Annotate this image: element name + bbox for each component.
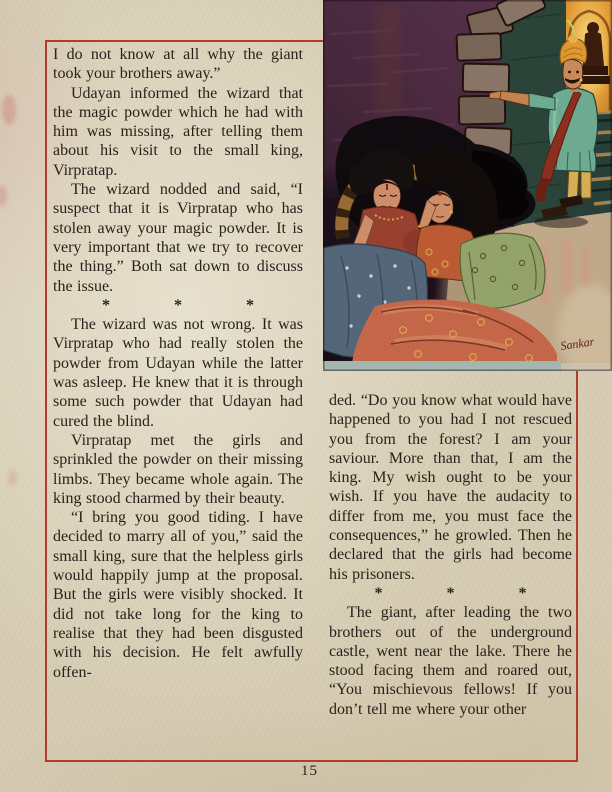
right-text-column <box>329 391 572 760</box>
story-paragraph: ded. “Do you know what would have happened to you had I not rescued you from the forest? I am your saviour. More than that, I am the king. My wish ought to be your wish. If you have the audacity to differ from me, you must face the consequences,” he growled. Then he declared that the girls had become his prisoners. <box>329 392 572 583</box>
story-paragraph: I do not know at all why the giant took your brothers away.” <box>53 46 303 83</box>
left-text-column <box>53 45 303 760</box>
story-paragraph: Virpratap met the girls and sprinkled the powder on their missing limbs. They became whole again. The king stood charmed by their beauty. <box>53 431 303 507</box>
story-paragraph: The wizard was not wrong. It was Virpratap who had really stolen the powder from Udayan while the latter was asleep. He knew that it is through some such powder that Udayan had cured the blind. <box>53 316 303 430</box>
page-number: 15 <box>301 763 318 779</box>
section-separator: * * * <box>102 296 254 314</box>
paper-stain <box>2 95 16 125</box>
paper-stain <box>0 185 7 207</box>
story-illustration <box>323 0 612 371</box>
story-paragraph: Udayan informed the wizard that the magic powder which he had with him was missing, after telling them about his visit to the small king, Virpratap. <box>53 84 303 179</box>
paper-stain <box>8 470 17 486</box>
section-separator: * * * <box>374 584 527 602</box>
story-paragraph: The giant, after leading the two brothers out of the underground castle, went near the lake. There he stood facing them and roared out, “You mischievous fellows! If you don’t tell me where your other <box>329 604 572 718</box>
story-paragraph: “I bring you good tiding. I have decided to marry all of you,” said the small king, sure that the helpless girls would happily jump at the proposal. But the girls were visibly shocked. It did not take long for the king to realise that they had been disgusted with his decision. He felt awfully offen- <box>53 509 303 681</box>
story-paragraph: The wizard nodded and said, “I suspect that it is Virpratap who has stolen away your magic powder. It is very important that we try to recover the thing.” Both sat down to discuss the issue. <box>53 181 303 295</box>
